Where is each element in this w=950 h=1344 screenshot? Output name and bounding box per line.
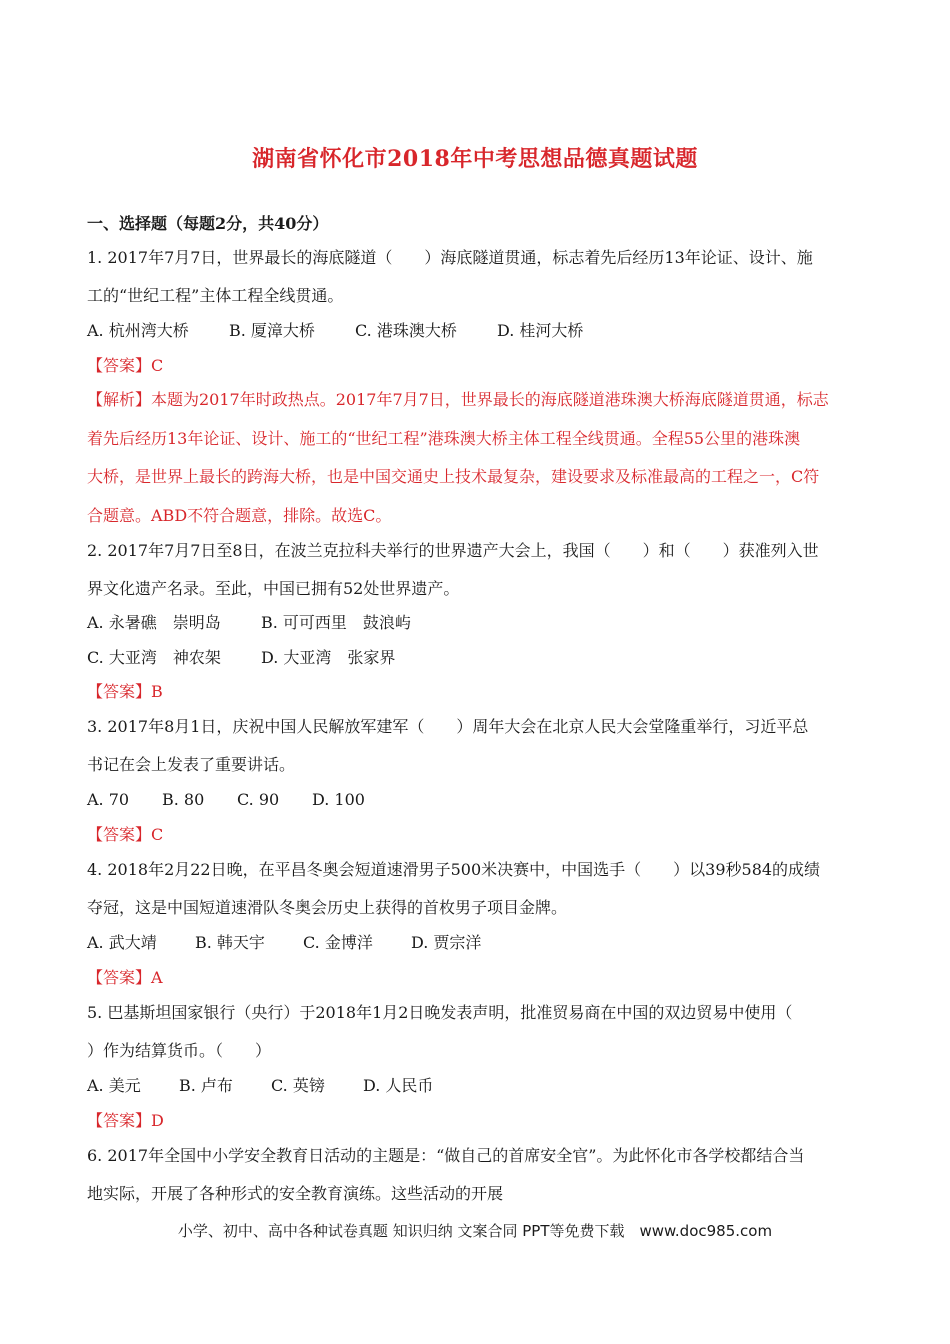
page-footer: 小学、初中、高中各种试卷真题 知识归纳 文案合同 PPT等免费下载 www.doc985.com — [177, 1222, 773, 1240]
q5-option-b: B. 卢布 — [179, 1076, 233, 1095]
q1-stem-line-1: 1. 2017年7月7日，世界最长的海底隧道（ ）海底隧道贯通，标志着先后经历13年论证、设计、施 — [87, 248, 813, 267]
q4-option-a: A. 武大靖 — [87, 933, 157, 952]
q5-stem-line-2: ）作为结算货币。（ ） — [87, 1041, 272, 1060]
q3-option-d: D. 100 — [312, 790, 365, 809]
q2-answer: 【答案】B — [87, 682, 163, 701]
q1-option-d: D. 桂河大桥 — [497, 321, 584, 340]
q2-stem-line-1: 2. 2017年7月7日至8日，在波兰克拉科夫举行的世界遗产大会上，我国（ ）和（ ）获准列入世 — [87, 541, 819, 560]
q2-options-row-2 — [87, 647, 867, 669]
q3-option-a: A. 70 — [87, 790, 130, 809]
q4-stem-line-2: 夺冠，这是中国短道速滑队冬奥会历史上获得的首枚男子项目金牌。 — [87, 898, 568, 917]
q1-option-b: B. 厦漳大桥 — [229, 321, 315, 340]
q1-option-c: C. 港珠澳大桥 — [355, 321, 457, 340]
q2-option-b: B. 可可西里 鼓浪屿 — [261, 613, 411, 632]
q6-stem-line-1: 6. 2017年全国中小学安全教育日活动的主题是：“做自己的首席安全官”。为此怀化市各学校都结合当 — [87, 1146, 805, 1165]
q2-option-c: C. 大亚湾 神农架 — [87, 648, 221, 667]
q5-stem-line-1: 5. 巴基斯坦国家银行（央行）于2018年1月2日晚发表声明，批准贸易商在中国的双边贸易中使用（ — [87, 1003, 793, 1022]
q2-stem-line-2: 界文化遗产名录。至此，中国已拥有52处世界遗产。 — [87, 579, 460, 598]
q3-stem-line-2: 书记在会上发表了重要讲话。 — [87, 755, 296, 774]
q4-option-b: B. 韩天宇 — [195, 933, 265, 952]
q1-stem-line-2: 工的“世纪工程”主体工程全线贯通。 — [87, 286, 344, 305]
q5-option-a: A. 美元 — [87, 1076, 141, 1095]
section-heading: 一、选择题（每题2分，共40分） — [87, 214, 329, 233]
q2-option-d: D. 大亚湾 张家界 — [261, 648, 396, 667]
q4-option-c: C. 金博洋 — [303, 933, 373, 952]
q2-options-row-1 — [87, 612, 867, 634]
q5-answer: 【答案】D — [87, 1111, 164, 1130]
q4-option-d: D. 贾宗洋 — [411, 933, 482, 952]
q4-options — [87, 932, 867, 954]
q1-analysis-line-1: 【解析】本题为2017年时政热点。2017年7月7日，世界最长的海底隧道港珠澳大桥海底隧道贯通，标志 — [87, 390, 829, 409]
q1-analysis-line-2: 着先后经历13年论证、设计、施工的“世纪工程”港珠澳大桥主体工程全线贯通。全程55公里的港珠澳 — [87, 429, 801, 448]
q1-analysis-line-4: 合题意。ABD不符合题意，排除。故选C。 — [87, 506, 392, 525]
q3-option-b: B. 80 — [162, 790, 205, 809]
q5-options — [87, 1075, 867, 1097]
q4-answer: 【答案】A — [87, 968, 163, 987]
q1-options — [87, 320, 867, 342]
q3-options — [87, 789, 867, 811]
q3-option-c: C. 90 — [237, 790, 280, 809]
q1-analysis-line-3: 大桥，是世界上最长的跨海大桥，也是中国交通史上技术最复杂，建设要求及标准最高的工程之一，C符 — [87, 467, 820, 486]
q3-answer: 【答案】C — [87, 825, 164, 844]
q1-option-a: A. 杭州湾大桥 — [87, 321, 189, 340]
q4-stem-line-1: 4. 2018年2月22日晚，在平昌冬奥会短道速滑男子500米决赛中，中国选手（ ）以39秒584的成绩 — [87, 860, 821, 879]
q5-option-d: D. 人民币 — [363, 1076, 434, 1095]
q5-option-c: C. 英镑 — [271, 1076, 325, 1095]
q2-option-a: A. 永暑礁 崇明岛 — [87, 613, 221, 632]
q3-stem-line-1: 3. 2017年8月1日，庆祝中国人民解放军建军（ ）周年大会在北京人民大会堂隆重举行，习近平总 — [87, 717, 809, 736]
q1-answer: 【答案】C — [87, 356, 164, 375]
q6-stem-line-2: 地实际，开展了各种形式的安全教育演练。这些活动的开展 — [87, 1184, 504, 1203]
page-title: 湖南省怀化市2018年中考思想品德真题试题 — [252, 146, 698, 172]
